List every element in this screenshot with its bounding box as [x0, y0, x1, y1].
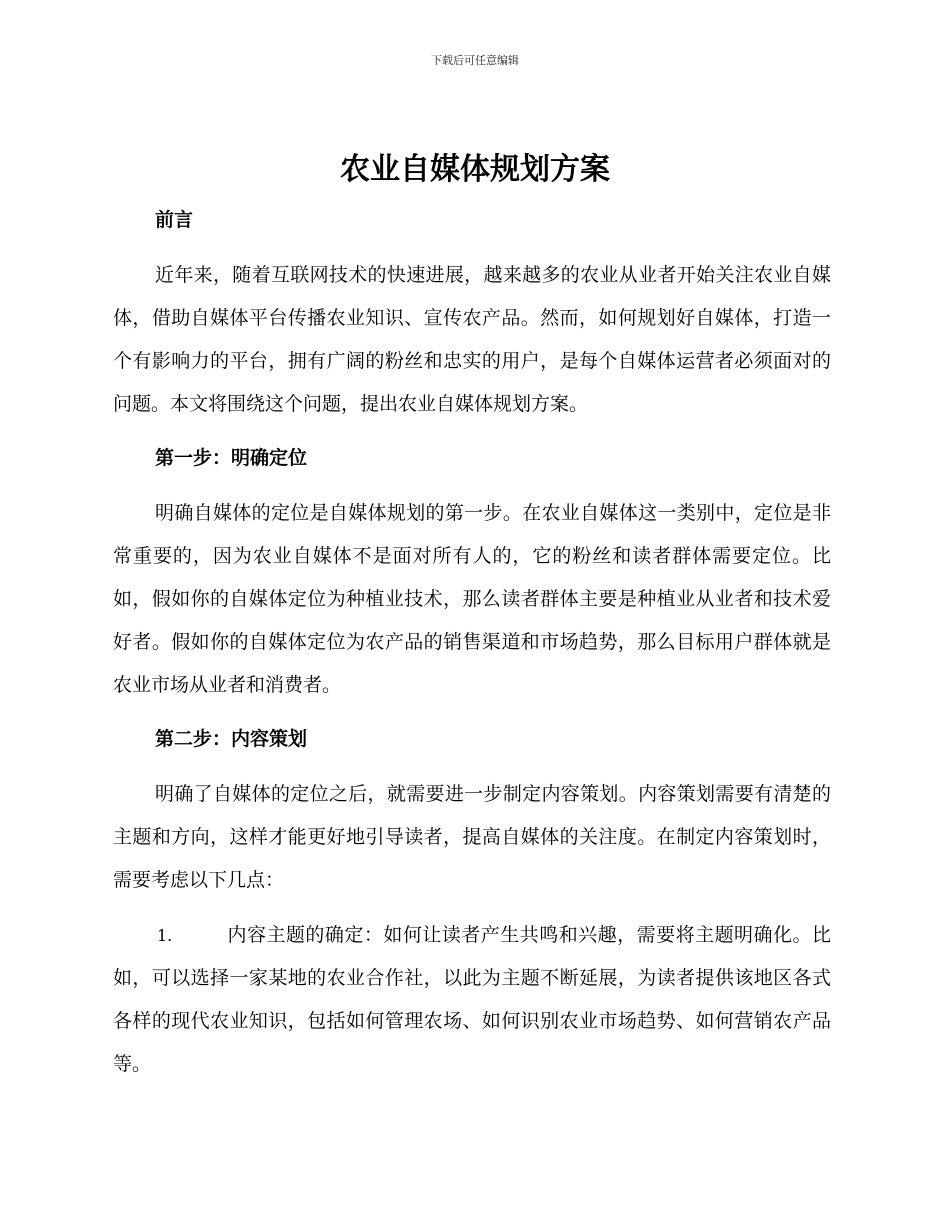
document-body	[113, 200, 831, 1086]
section-heading: 第二步：内容策划	[155, 728, 308, 750]
numbered-list-item	[113, 914, 831, 1086]
paragraph: 明确自媒体的定位是自媒体规划的第一步。在农业自媒体这一类别中，定位是非常重要的，因为农业自媒体不是面对所有人的，它的粉丝和读者群体需要定位。比如，假如你的自媒体定位为种植业技术，那么读者群体主要是种植业从业者和技术爱好者。假如你的自媒体定位为农产品的销售渠道和市场趋势，那么目标用户群体就是农业市场从业者和消费者。	[113, 502, 831, 696]
paragraph: 明确了自媒体的定位之后，就需要进一步制定内容策划。内容策划需要有清楚的主题和方向，这样才能更好地引导读者，提高自媒体的关注度。在制定内容策划时，需要考虑以下几点：	[113, 783, 831, 891]
document-title: 农业自媒体规划方案	[340, 152, 610, 187]
section-heading: 第一步：明确定位	[155, 447, 308, 469]
section-preface	[113, 200, 831, 426]
list-number: 1.	[157, 926, 173, 945]
section-step-two	[113, 719, 831, 1086]
section-heading: 前言	[155, 209, 194, 231]
list-item-text: 内容主题的确定：如何让读者产生共鸣和兴趣，需要将主题明确化。比如，可以选择一家某地的农业合作社，以此为主题不断延展，为读者提供该地区各式各样的现代农业知识，包括如何管理农场、如何识别农业市场趋势、如何营销农产品等。	[113, 924, 831, 1075]
page-header-note: 下载后可任意编辑	[431, 54, 519, 67]
paragraph: 近年来，随着互联网技术的快速进展，越来越多的农业从业者开始关注农业自媒体，借助自媒体平台传播农业知识、宣传农产品。然而，如何规划好自媒体，打造一个有影响力的平台，拥有广阔的粉丝和忠实的用户，是每个自媒体运营者必须面对的问题。本文将围绕这个问题，提出农业自媒体规划方案。	[113, 264, 831, 415]
section-step-one	[113, 438, 831, 707]
